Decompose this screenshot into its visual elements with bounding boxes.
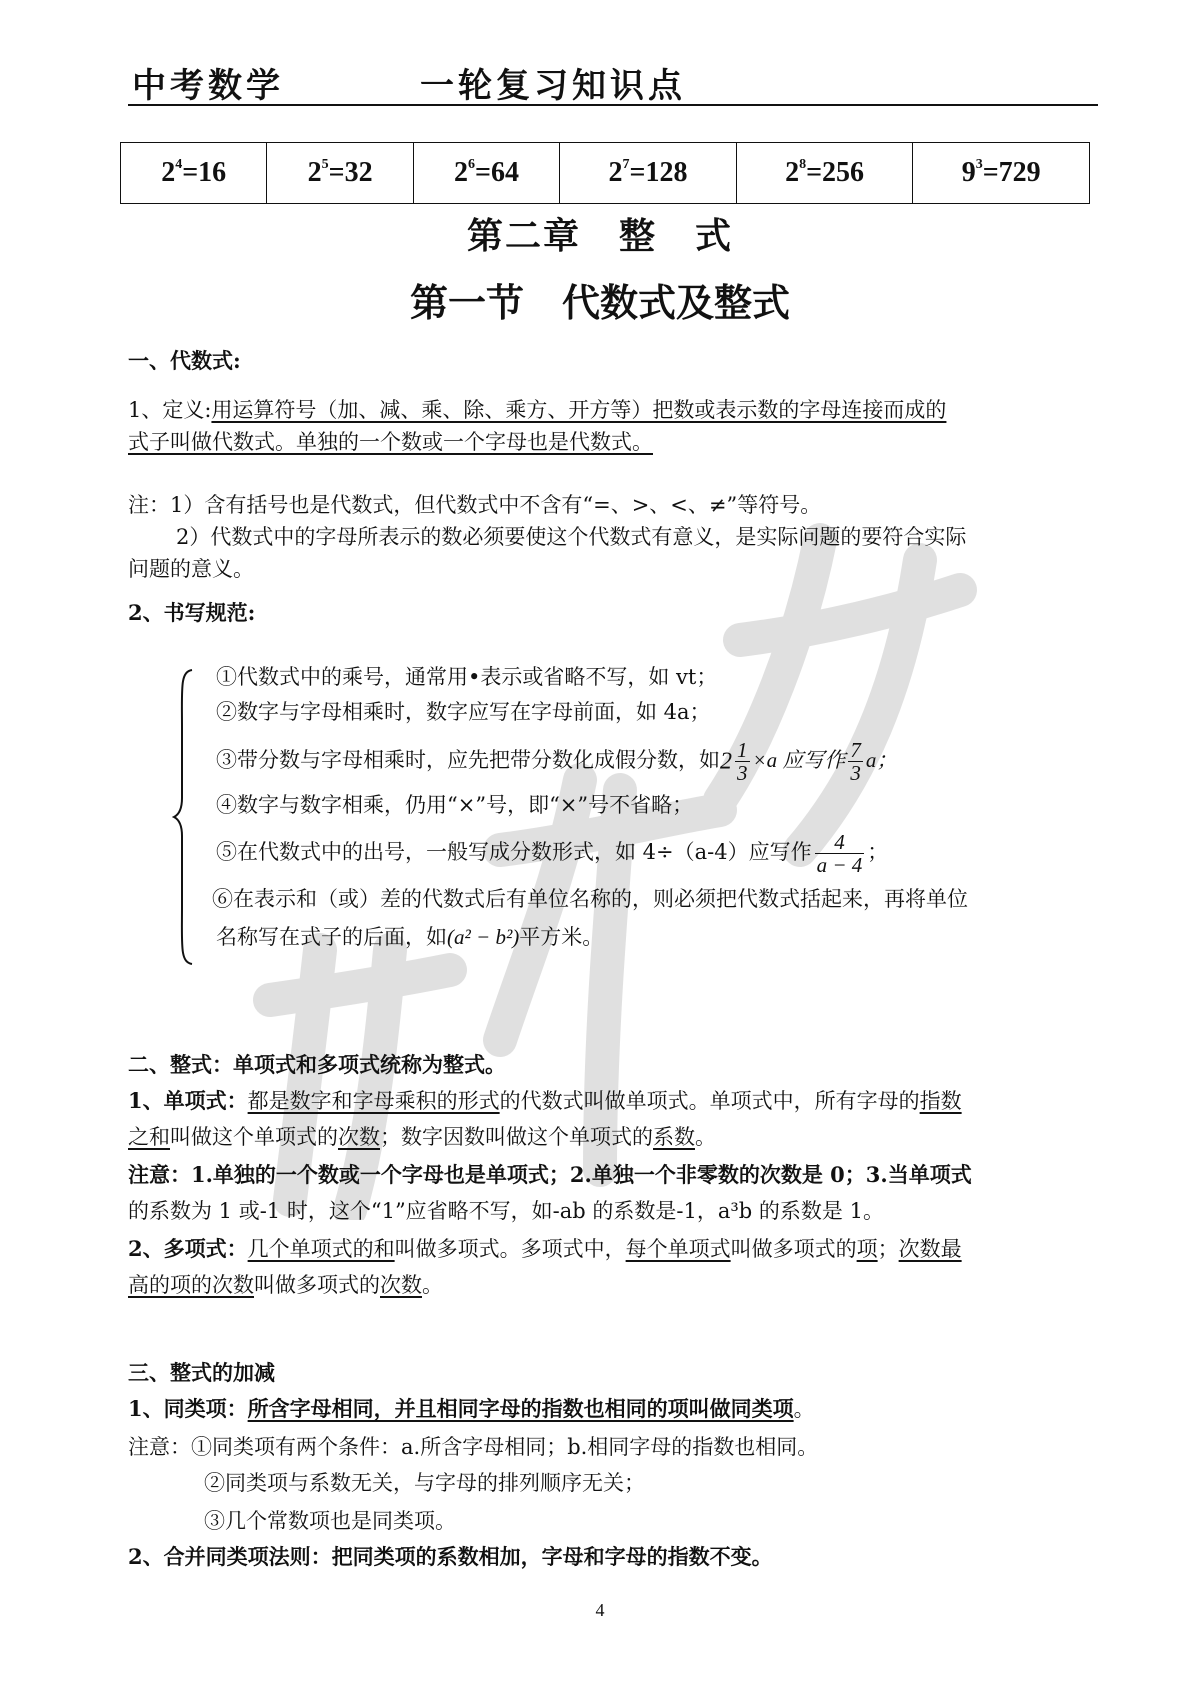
rule-2: ②数字与字母相乘时，数字应写在字母前面，如 4a； xyxy=(216,700,711,724)
division-fraction: $\frac{4}{a - 4}$ xyxy=(816,830,863,877)
part3-heading: 三、整式的加减 xyxy=(128,1360,275,1385)
definition-line-2: 式子叫做代数式。单独的一个数或一个字母也是代数式。 xyxy=(128,430,653,454)
attention-line-2: 的系数为 1 或-1 时，这个“1”应省略不写，如-ab 的系数是-1，a³b 的系数是 1。 xyxy=(128,1199,884,1223)
writing-rules-heading: 2、书写规范: xyxy=(128,600,256,625)
page-header xyxy=(128,52,1098,106)
header-subject: 中考数学 xyxy=(132,66,284,106)
rule-1: ①代数式中的乘号，通常用•表示或省略不写，如 vt； xyxy=(216,665,718,689)
part1-heading: 一、代数式: xyxy=(128,348,241,373)
rule-5: ⑤在代数式中的出号，一般写成分数形式，如 4÷（a-4）应写作 $\frac{4}{a - 4}$ ； xyxy=(216,830,889,877)
power-cell: $2^6=64$ xyxy=(413,143,559,204)
power-cell: $2^4=16$ xyxy=(121,143,267,204)
power-cell: $2^8=256$ xyxy=(736,143,913,204)
power-cell: $2^5=32$ xyxy=(267,143,413,204)
improper-fraction: $\frac{7}{3}$ xyxy=(850,738,861,785)
like-terms-definition: 1、同类项：所含字母相同，并且相同字母的指数也相同的项叫做同类项。 xyxy=(128,1396,815,1421)
polynomial-line-2: 高的项的次数叫做多项式的次数。 xyxy=(128,1273,443,1297)
monomial-line-2: 之和叫做这个单项式的次数；数字因数叫做这个单项式的系数。 xyxy=(128,1125,716,1149)
page-number: 4 xyxy=(595,1600,605,1620)
rule-3: ③带分数与字母相乘时，应先把带分数化成假分数，如2 $\frac{1}{3}$ ×a 应写作 $\frac{7}{3}$ a； xyxy=(216,738,898,785)
powers-row xyxy=(121,143,1090,204)
like-terms-note-2: ②同类项与系数无关，与字母的排列顺序无关； xyxy=(204,1471,645,1495)
header-title: 一轮复习知识点 xyxy=(420,66,686,106)
like-terms-note-1: 注意：①同类项有两个条件：a.所含字母相同；b.相同字母的指数也相同。 xyxy=(128,1435,819,1459)
section-title: 第一节 代数式及整式 xyxy=(409,280,790,325)
attention-line-1: 注意：1.单独的一个数或一个字母也是单项式；2.单独一个非零数的次数是 0；3.当单项式 xyxy=(128,1162,972,1187)
note-line-2: 2）代数式中的字母所表示的数必须要使这个代数式有意义，是实际问题的要符合实际 xyxy=(176,525,967,549)
combine-like-terms-rule: 2、合并同类项法则：把同类项的系数相加，字母和字母的指数不变。 xyxy=(128,1544,773,1569)
power-cell: $9^3=729$ xyxy=(913,143,1090,204)
part2-heading: 二、整式：单项式和多项式统称为整式。 xyxy=(128,1052,506,1077)
rule-6-line-2: 名称写在式子的后面，如(a² − b²)平方米。 xyxy=(216,925,604,949)
rule-6-line-1: ⑥在表示和（或）差的代数式后有单位名称的，则必须把代数式括起来，再将单位 xyxy=(212,887,968,911)
polynomial-line-1: 2、多项式：几个单项式的和叫做多项式。多项式中，每个单项式叫做多项式的项；次数最 xyxy=(128,1236,962,1261)
monomial-line-1: 1、单项式：都是数字和字母乘积的形式的代数式叫做单项式。单项式中，所有字母的指数 xyxy=(128,1088,962,1113)
like-terms-note-3: ③几个常数项也是同类项。 xyxy=(204,1509,456,1533)
left-brace xyxy=(172,668,194,966)
definition-line-1: 1、定义:用运算符号（加、减、乘、除、乘方、开方等）把数或表示数的字母连接而成的 xyxy=(128,398,947,422)
note-line-3: 问题的意义。 xyxy=(128,557,254,581)
powers-table xyxy=(120,142,1090,204)
chapter-title: 第二章 整 式 xyxy=(466,215,733,257)
power-cell: $2^7=128$ xyxy=(560,143,737,204)
mixed-fraction: $\frac{1}{3}$ xyxy=(737,738,748,785)
note-line-1: 注：1）含有括号也是代数式，但代数式中不含有“=、>、<、≠”等符号。 xyxy=(128,493,822,517)
rule-4: ④数字与数字相乘，仍用“×”号，即“×”号不省略； xyxy=(216,793,694,817)
